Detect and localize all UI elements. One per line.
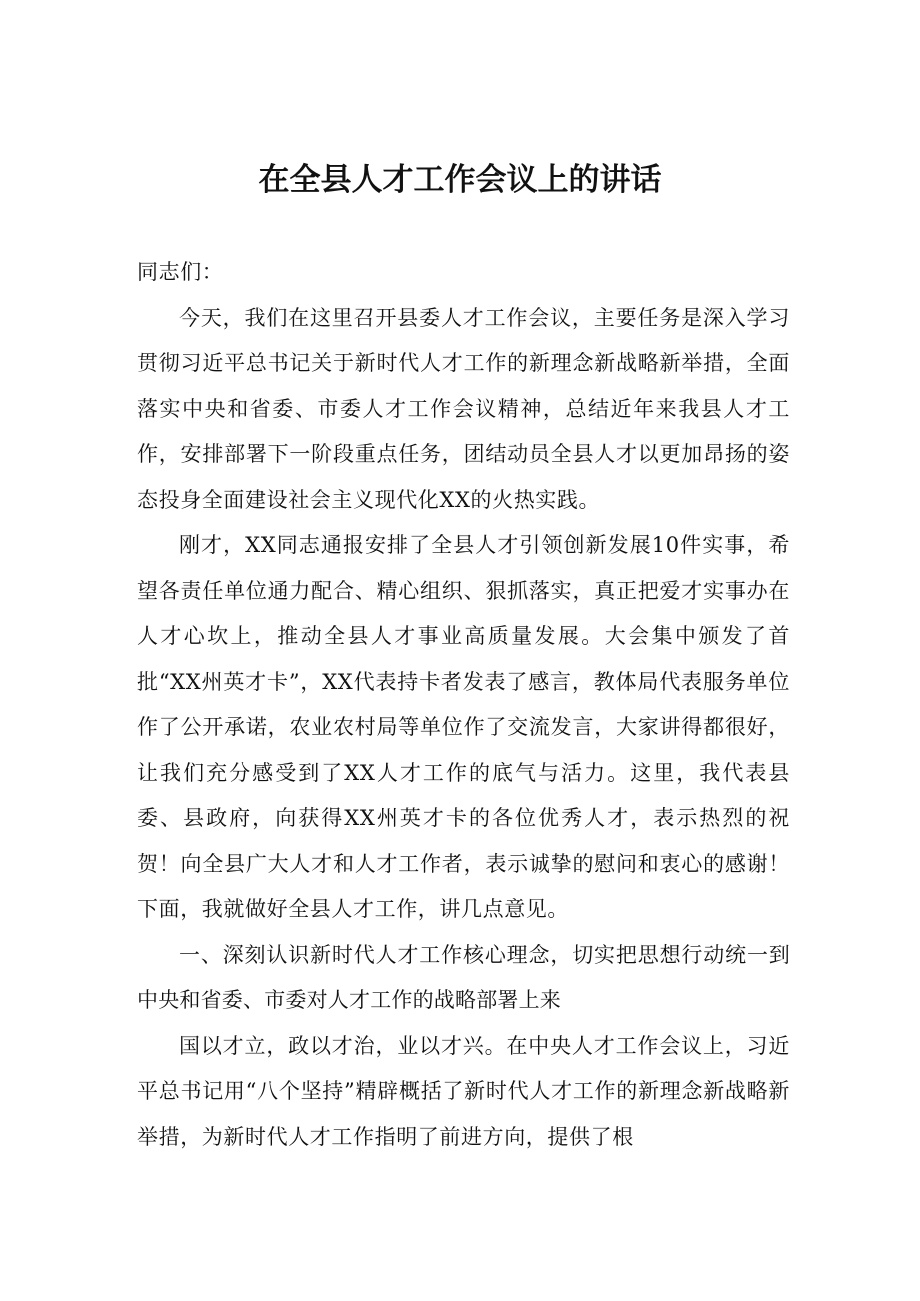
section-paragraph: 国以才立，政以才治，业以才兴。在中央人才工作会议上，习近平总书记用“八个坚持”精辟概括了新时代人才工作的新理念新战略新举措，为新时代人才工作指明了前进方向，提供了根 — [137, 1033, 790, 1149]
greeting: 同志们： — [137, 260, 224, 284]
paragraph-2: 刚才，XX同志通报安排了全县人才引领创新发展10件实事，希望各责任单位通力配合、精心组织、狠抓落实，真正把爱才实事办在人才心坎上，推动全县人才事业高质量发展。大会集中颁发了首批“XX州英才卡”，XX代表持卡者发表了感言，教体局代表服务单位作了公开承诺，农业农村局等单位作了交流发言，大家讲得都很好，让我们充分感受到了XX人才工作的底气与活力。这里，我代表县委、县政府，向获得XX州英才卡的各位优秀人才，表示热烈的祝贺！向全县广大人才和人才工作者，表示诚挚的慰问和衷心的感谢！下面，我就做好全县人才工作，讲几点意见。 — [137, 533, 790, 921]
document-body — [137, 250, 790, 1160]
document-title: 在全县人才工作会议上的讲话 — [258, 162, 662, 198]
paragraph-1: 今天，我们在这里召开县委人才工作会议，主要任务是深入学习贯彻习近平总书记关于新时代人才工作的新理念新战略新举措，全面落实中央和省委、市委人才工作会议精神，总结近年来我县人才工作，安排部署下一阶段重点任务，团结动员全县人才以更加昂扬的姿态投身全面建设社会主义现代化XX的火热实践。 — [137, 305, 790, 512]
section-heading: 一、深刻认识新时代人才工作核心理念，切实把思想行动统一到中央和省委、市委对人才工作的战略部署上来 — [137, 942, 790, 1012]
